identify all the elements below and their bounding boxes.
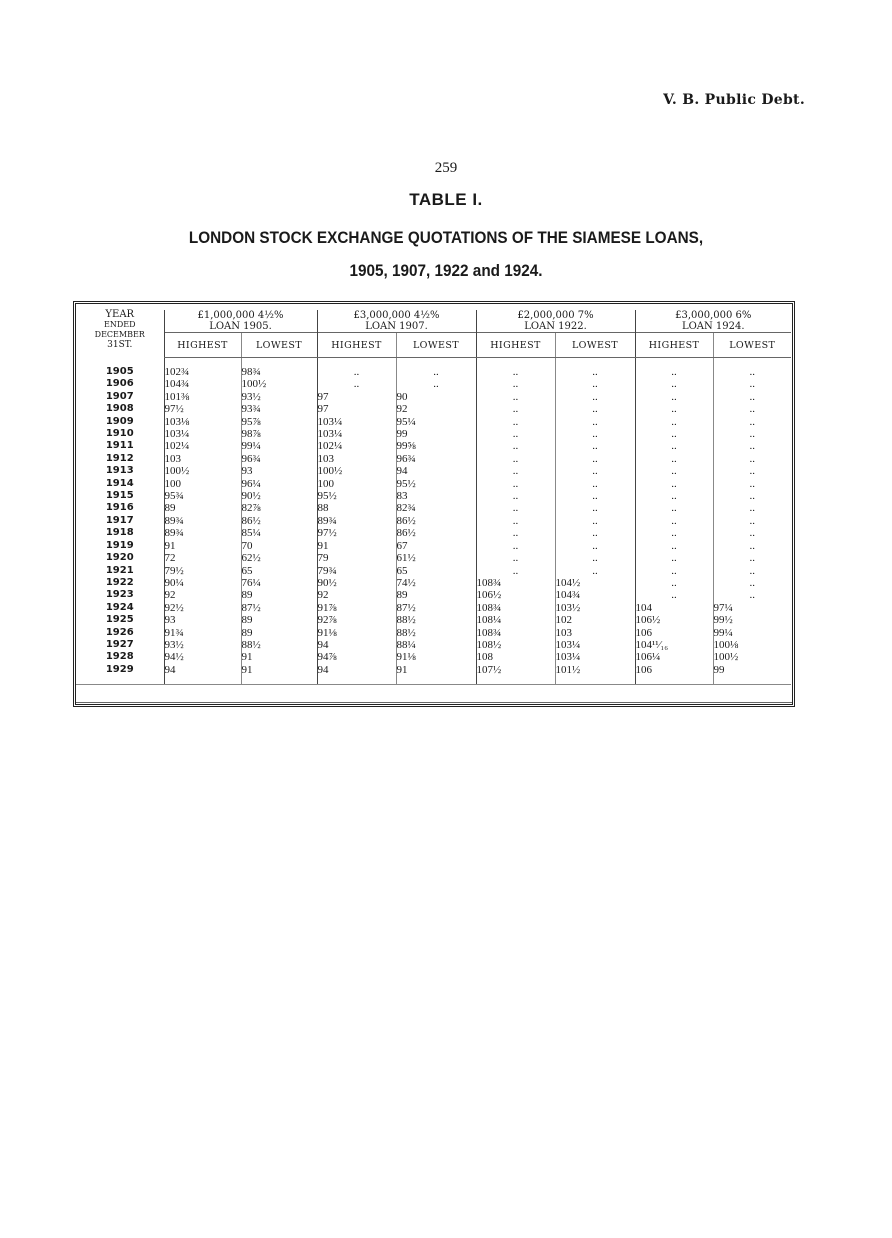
loan-1924-highest-cell: .. <box>635 465 713 477</box>
loan-1907-lowest-cell: 94 <box>396 465 476 477</box>
loan-1907-highest-cell: 91⅛ <box>317 627 396 639</box>
loan-1905-lowest-cell: 99¼ <box>241 440 317 452</box>
year-cell: 1922 <box>105 576 134 588</box>
loan-1907-highest-cell: 94⅞ <box>317 651 396 663</box>
loan-1924-highest-cell: .. <box>635 515 713 527</box>
loan-1922-highest-cell: .. <box>476 416 555 428</box>
loan-1924-lowest-cell: .. <box>713 416 791 428</box>
loan-1924-highest-cell: .. <box>635 552 713 564</box>
table-title <box>45 228 848 281</box>
loan-1905-highest-cell: 100 <box>164 478 241 490</box>
table-row <box>76 602 791 614</box>
loan-1905-lowest-cell: 95⅞ <box>241 416 317 428</box>
loan-1922-highest-cell: 108¼ <box>476 614 555 626</box>
loan-1907-highest-cell: 100½ <box>317 465 396 477</box>
year-cell: 1929 <box>105 663 134 675</box>
loan-1922-lowest-cell: .. <box>555 552 635 564</box>
loan-1905-lowest-cell: 86½ <box>241 515 317 527</box>
loan-1922-lowest-cell: 104¾ <box>555 589 635 601</box>
loan-1907-highest-cell: 94 <box>317 639 396 651</box>
loan-1922-lowest-cell: .. <box>555 515 635 527</box>
loan-1924-highest-cell: .. <box>635 502 713 514</box>
loan-1905-highest-cell: 97½ <box>164 403 241 415</box>
loan-1907-lowest-cell: 95½ <box>396 478 476 490</box>
loan-1905-lowest-cell: 89 <box>241 614 317 626</box>
loan-1924-lowest-cell: .. <box>713 540 791 552</box>
highest-header: HIGHEST <box>476 333 555 358</box>
loan-1924-highest-cell: .. <box>635 428 713 440</box>
loan-1924-highest-cell: .. <box>635 589 713 601</box>
loan-1922-highest-cell: .. <box>476 527 555 539</box>
table-row <box>76 651 791 663</box>
loan-1924-lowest-cell: 99 <box>713 664 791 676</box>
year-column-header <box>76 310 164 358</box>
loan-1905-highest-cell: 72 <box>164 552 241 564</box>
lowest-header: LOWEST <box>241 333 317 358</box>
loan-1905-lowest-cell: 89 <box>241 627 317 639</box>
loan-1907-highest-cell: 91⅞ <box>317 602 396 614</box>
loan-1924-highest-cell: 106¼ <box>635 651 713 663</box>
year-header-line-3: DECEMBER <box>94 330 145 339</box>
loan-1922-lowest-cell: .. <box>555 527 635 539</box>
table-row <box>76 552 791 564</box>
loan-1924-highest-cell: 106 <box>635 664 713 676</box>
table-row <box>76 565 791 577</box>
year-header-line-4: 31ST. <box>107 340 133 350</box>
loan-1924-lowest-cell: .. <box>713 552 791 564</box>
loan-header-1907 <box>317 310 476 333</box>
loan-1905-lowest-cell: 91 <box>241 651 317 663</box>
loan-1924-highest-cell: .. <box>635 366 713 378</box>
loan-1907-highest-cell: 97 <box>317 403 396 415</box>
lowest-header: LOWEST <box>555 333 635 358</box>
loan-1924-highest-cell: .. <box>635 490 713 502</box>
table-row <box>76 577 791 589</box>
loan-1922-lowest-cell: .. <box>555 428 635 440</box>
loan-1905-highest-cell: 92 <box>164 589 241 601</box>
loan-1905-lowest-cell: 65 <box>241 565 317 577</box>
loan-1907-highest-cell: 79 <box>317 552 396 564</box>
loan-1922-highest-cell: 108¾ <box>476 602 555 614</box>
loan-1907-lowest-cell: 74½ <box>396 577 476 589</box>
year-cell: 1928 <box>105 651 134 663</box>
loan-1907-lowest-cell: .. <box>396 366 476 378</box>
loan-1924-highest-cell: .. <box>635 577 713 589</box>
loan-1922-lowest-cell: 104½ <box>555 577 635 589</box>
loan-1922-lowest-cell: 103 <box>555 627 635 639</box>
year-header-line-1: YEAR <box>105 309 135 320</box>
loan-1924-lowest-cell: .. <box>713 453 791 465</box>
loan-1922-highest-cell: 108¾ <box>476 627 555 639</box>
loan-1907-highest-cell: 100 <box>317 478 396 490</box>
loan-1905-lowest-cell: 96¼ <box>241 478 317 490</box>
loan-1905-highest-cell: 94 <box>164 664 241 676</box>
loan-1907-highest-cell: .. <box>317 366 396 378</box>
year-cell: 1910 <box>105 428 134 440</box>
loan-1922-lowest-cell: .. <box>555 403 635 415</box>
loan-1907-highest-cell: 94 <box>317 664 396 676</box>
highest-header: HIGHEST <box>164 333 241 358</box>
loan-1905-highest-cell: 103¼ <box>164 428 241 440</box>
loan-1907-lowest-cell: 92 <box>396 403 476 415</box>
year-cell: 1925 <box>105 614 134 626</box>
table-row <box>76 589 791 601</box>
loan-1907-highest-cell: 97½ <box>317 527 396 539</box>
loan-1922-highest-cell: .. <box>476 440 555 452</box>
loan-1907-highest-cell: 89¾ <box>317 515 396 527</box>
year-cell: 1908 <box>105 403 134 415</box>
loan-1922-highest-cell: .. <box>476 428 555 440</box>
loan-1924-highest-cell: 106½ <box>635 614 713 626</box>
loan-1922-lowest-cell: .. <box>555 416 635 428</box>
loan-1907-lowest-cell: 95¼ <box>396 416 476 428</box>
table-row <box>76 540 791 552</box>
loan-1905-highest-cell: 89 <box>164 502 241 514</box>
loan-1905-lowest-cell: 90½ <box>241 490 317 502</box>
year-cell: 1909 <box>105 415 134 427</box>
loan-amount: £3,000,000 4½% <box>353 310 440 321</box>
loan-1924-lowest-cell: .. <box>713 440 791 452</box>
loan-header-1905 <box>164 310 317 333</box>
table-row <box>76 639 791 651</box>
loan-1922-lowest-cell: .. <box>555 391 635 403</box>
loan-1922-highest-cell: 106½ <box>476 589 555 601</box>
loan-1907-highest-cell: 91 <box>317 540 396 552</box>
loan-1905-highest-cell: 93 <box>164 614 241 626</box>
loan-1907-highest-cell: 95½ <box>317 490 396 502</box>
table-row <box>76 515 791 527</box>
loan-1907-lowest-cell: 88¼ <box>396 639 476 651</box>
year-cell: 1920 <box>105 552 134 564</box>
loan-1905-highest-cell: 89¾ <box>164 527 241 539</box>
table-row <box>76 478 791 490</box>
loan-1905-highest-cell: 104¾ <box>164 378 241 390</box>
loan-1907-highest-cell: 103¼ <box>317 416 396 428</box>
loan-1924-highest-cell: 106 <box>635 627 713 639</box>
loan-1922-highest-cell: .. <box>476 378 555 390</box>
loan-1905-highest-cell: 91 <box>164 540 241 552</box>
loan-1907-lowest-cell: 86½ <box>396 515 476 527</box>
loan-1924-lowest-cell: 97¼ <box>713 602 791 614</box>
loan-1922-lowest-cell: 102 <box>555 614 635 626</box>
loan-1924-lowest-cell: .. <box>713 490 791 502</box>
loan-1907-lowest-cell: 86½ <box>396 527 476 539</box>
loan-1922-lowest-cell: .. <box>555 453 635 465</box>
loan-1905-highest-cell: 100½ <box>164 465 241 477</box>
loan-1907-highest-cell: 102¼ <box>317 440 396 452</box>
loan-1922-highest-cell: .. <box>476 391 555 403</box>
table-row <box>76 527 791 539</box>
loan-name: LOAN 1924. <box>681 321 745 332</box>
loan-1905-lowest-cell: 89 <box>241 589 317 601</box>
loan-1922-lowest-cell: 101½ <box>555 664 635 676</box>
year-cell: 1912 <box>105 452 134 464</box>
loan-1922-lowest-cell: 103¼ <box>555 639 635 651</box>
loan-amount: £2,000,000 7% <box>517 310 594 321</box>
loan-name: LOAN 1907. <box>365 321 428 332</box>
loan-1905-lowest-cell: 82⅞ <box>241 502 317 514</box>
loan-1922-highest-cell: .. <box>476 540 555 552</box>
loan-1905-highest-cell: 102¾ <box>164 366 241 378</box>
loan-amount: £1,000,000 4½% <box>197 310 284 321</box>
loan-1922-lowest-cell: .. <box>555 490 635 502</box>
loan-1905-lowest-cell: 62½ <box>241 552 317 564</box>
year-cell: 1919 <box>105 539 134 551</box>
loan-1922-highest-cell: .. <box>476 403 555 415</box>
year-cell: 1906 <box>105 378 134 390</box>
loan-1924-lowest-cell: .. <box>713 403 791 415</box>
loan-1905-highest-cell: 101⅜ <box>164 391 241 403</box>
loan-1905-highest-cell: 103 <box>164 453 241 465</box>
loan-1924-lowest-cell: .. <box>713 515 791 527</box>
loan-1905-lowest-cell: 70 <box>241 540 317 552</box>
bottom-rule <box>76 702 792 703</box>
loan-1905-highest-cell: 89¾ <box>164 515 241 527</box>
loan-1907-lowest-cell: 89 <box>396 589 476 601</box>
loan-1905-lowest-cell: 93½ <box>241 391 317 403</box>
loan-header-1922 <box>476 310 635 333</box>
loan-1922-lowest-cell: 103¼ <box>555 651 635 663</box>
loan-1907-lowest-cell: 61½ <box>396 552 476 564</box>
loan-1905-lowest-cell: 98⅞ <box>241 428 317 440</box>
loan-1907-highest-cell: 92 <box>317 589 396 601</box>
highest-header: HIGHEST <box>317 333 396 358</box>
loan-1907-highest-cell: 90½ <box>317 577 396 589</box>
table-row <box>76 378 791 390</box>
loan-1905-lowest-cell: 88½ <box>241 639 317 651</box>
loan-1905-lowest-cell: 85¼ <box>241 527 317 539</box>
loan-1924-highest-cell: .. <box>635 527 713 539</box>
loan-1924-lowest-cell: 100⅛ <box>713 639 791 651</box>
spacer-row <box>76 358 791 367</box>
loan-1907-highest-cell: 103 <box>317 453 396 465</box>
loan-1924-highest-cell: .. <box>635 565 713 577</box>
loan-1924-lowest-cell: .. <box>713 478 791 490</box>
loan-1924-highest-cell: .. <box>635 453 713 465</box>
lowest-header: LOWEST <box>713 333 791 358</box>
loan-amount: £3,000,000 6% <box>675 310 752 321</box>
year-cell: 1924 <box>105 601 134 613</box>
loan-1905-lowest-cell: 100½ <box>241 378 317 390</box>
loan-1924-lowest-cell: .. <box>713 465 791 477</box>
loan-1907-highest-cell: 92⅞ <box>317 614 396 626</box>
loan-1924-lowest-cell: .. <box>713 577 791 589</box>
loan-1922-highest-cell: 108¾ <box>476 577 555 589</box>
table-row <box>76 490 791 502</box>
loan-1922-highest-cell: .. <box>476 366 555 378</box>
loan-1924-highest-cell: .. <box>635 540 713 552</box>
year-header-line-2: ENDED <box>103 320 136 329</box>
loan-1907-lowest-cell: 82¾ <box>396 502 476 514</box>
loan-1924-highest-cell: .. <box>635 416 713 428</box>
loan-1907-highest-cell: 88 <box>317 502 396 514</box>
loan-1907-lowest-cell: 99⅝ <box>396 440 476 452</box>
loan-1922-lowest-cell: .. <box>555 465 635 477</box>
loan-1905-lowest-cell: 98¾ <box>241 366 317 378</box>
running-head: V. B. Public Debt. <box>663 92 805 108</box>
loan-1924-lowest-cell: .. <box>713 565 791 577</box>
loan-1907-lowest-cell: .. <box>396 378 476 390</box>
year-cell: 1905 <box>105 366 134 377</box>
loan-1907-lowest-cell: 90 <box>396 391 476 403</box>
loan-1905-highest-cell: 95¾ <box>164 490 241 502</box>
loan-1905-highest-cell: 94½ <box>164 651 241 663</box>
year-cell: 1917 <box>105 514 134 526</box>
loan-1905-lowest-cell: 93¾ <box>241 403 317 415</box>
loan-name: LOAN 1905. <box>209 321 272 332</box>
loan-1907-highest-cell: .. <box>317 378 396 390</box>
loan-1907-lowest-cell: 87½ <box>396 602 476 614</box>
year-cell: 1911 <box>105 440 134 452</box>
year-cell: 1918 <box>105 527 134 539</box>
loan-1922-highest-cell: .. <box>476 465 555 477</box>
highest-header: HIGHEST <box>635 333 713 358</box>
table-row <box>76 403 791 415</box>
loan-1924-highest-cell: .. <box>635 440 713 452</box>
loan-1907-highest-cell: 103¼ <box>317 428 396 440</box>
loan-1907-lowest-cell: 88½ <box>396 627 476 639</box>
table-row <box>76 416 791 428</box>
lowest-header: LOWEST <box>396 333 476 358</box>
year-cell: 1914 <box>105 477 134 489</box>
loan-1905-lowest-cell: 87½ <box>241 602 317 614</box>
loan-1905-lowest-cell: 96¾ <box>241 453 317 465</box>
loan-1905-lowest-cell: 76¼ <box>241 577 317 589</box>
loan-1924-lowest-cell: .. <box>713 589 791 601</box>
table-row <box>76 428 791 440</box>
loan-1922-highest-cell: .. <box>476 515 555 527</box>
loan-1907-lowest-cell: 88½ <box>396 614 476 626</box>
table-body <box>76 358 791 685</box>
loan-1922-highest-cell: .. <box>476 453 555 465</box>
loan-1924-highest-cell: 104¹¹⁄₁₆ <box>635 639 713 651</box>
loan-1905-lowest-cell: 91 <box>241 664 317 676</box>
year-cell: 1913 <box>105 465 134 477</box>
loan-1905-highest-cell: 90¼ <box>164 577 241 589</box>
loan-1907-lowest-cell: 96¾ <box>396 453 476 465</box>
loan-1907-lowest-cell: 65 <box>396 565 476 577</box>
year-cell: 1916 <box>105 502 134 514</box>
loan-1907-lowest-cell: 91 <box>396 664 476 676</box>
loan-1907-highest-cell: 97 <box>317 391 396 403</box>
loan-1905-highest-cell: 91¾ <box>164 627 241 639</box>
end-row <box>76 676 791 685</box>
loan-1922-lowest-cell: 103½ <box>555 602 635 614</box>
loan-1907-lowest-cell: 67 <box>396 540 476 552</box>
loan-1922-highest-cell: 108½ <box>476 639 555 651</box>
loan-1905-highest-cell: 79½ <box>164 565 241 577</box>
loan-1924-lowest-cell: .. <box>713 527 791 539</box>
loan-1924-lowest-cell: .. <box>713 391 791 403</box>
loan-name: LOAN 1922. <box>524 321 587 332</box>
loan-1922-lowest-cell: .. <box>555 440 635 452</box>
loan-1924-highest-cell: .. <box>635 403 713 415</box>
loan-1905-highest-cell: 102¼ <box>164 440 241 452</box>
page-number: 259 <box>434 160 458 176</box>
year-cell: 1915 <box>105 490 134 502</box>
loan-1922-highest-cell: .. <box>476 502 555 514</box>
table-label: TABLE I. <box>409 190 483 209</box>
table-row <box>76 366 791 378</box>
loan-1922-lowest-cell: .. <box>555 378 635 390</box>
loan-1907-lowest-cell: 99 <box>396 428 476 440</box>
table-title-line-1: LONDON STOCK EXCHANGE QUOTATIONS OF THE SIAMESE LOANS, <box>188 228 704 247</box>
table-row <box>76 465 791 477</box>
year-cell: 1923 <box>105 589 134 601</box>
loan-1922-highest-cell: .. <box>476 490 555 502</box>
loan-1922-highest-cell: .. <box>476 478 555 490</box>
table-row <box>76 664 791 676</box>
loan-1907-lowest-cell: 83 <box>396 490 476 502</box>
quotations-table <box>76 310 791 685</box>
loan-1924-highest-cell: .. <box>635 478 713 490</box>
loan-1924-lowest-cell: .. <box>713 366 791 378</box>
loan-1924-lowest-cell: 100½ <box>713 651 791 663</box>
loan-1924-lowest-cell: 99½ <box>713 614 791 626</box>
loan-1905-lowest-cell: 93 <box>241 465 317 477</box>
loan-1924-highest-cell: .. <box>635 391 713 403</box>
table-row <box>76 440 791 452</box>
table-row <box>76 391 791 403</box>
loan-1922-lowest-cell: .. <box>555 366 635 378</box>
loan-1922-lowest-cell: .. <box>555 540 635 552</box>
loan-1924-lowest-cell: .. <box>713 502 791 514</box>
table-title-line-2: 1905, 1907, 1922 and 1924. <box>349 261 543 280</box>
loan-1924-highest-cell: 104 <box>635 602 713 614</box>
loan-1907-highest-cell: 79¾ <box>317 565 396 577</box>
loan-1922-highest-cell: .. <box>476 552 555 564</box>
loan-1922-lowest-cell: .. <box>555 502 635 514</box>
table-row <box>76 614 791 626</box>
year-cell: 1921 <box>105 564 134 576</box>
table-row <box>76 502 791 514</box>
loan-1922-highest-cell: .. <box>476 565 555 577</box>
loan-1907-lowest-cell: 91⅛ <box>396 651 476 663</box>
loan-1905-highest-cell: 92½ <box>164 602 241 614</box>
table-row <box>76 627 791 639</box>
loan-1924-lowest-cell: .. <box>713 428 791 440</box>
year-cell: 1926 <box>105 626 134 638</box>
loan-1922-highest-cell: 108 <box>476 651 555 663</box>
loan-1922-highest-cell: 107½ <box>476 664 555 676</box>
year-cell: 1907 <box>105 390 134 402</box>
loan-1924-highest-cell: .. <box>635 378 713 390</box>
loan-1924-lowest-cell: 99¼ <box>713 627 791 639</box>
loan-1905-highest-cell: 103⅛ <box>164 416 241 428</box>
table-row <box>76 453 791 465</box>
loan-header-1924 <box>635 310 791 333</box>
loan-1922-lowest-cell: .. <box>555 565 635 577</box>
loan-1924-lowest-cell: .. <box>713 378 791 390</box>
loan-1905-highest-cell: 93½ <box>164 639 241 651</box>
year-cell: 1927 <box>105 638 134 650</box>
loan-1922-lowest-cell: .. <box>555 478 635 490</box>
